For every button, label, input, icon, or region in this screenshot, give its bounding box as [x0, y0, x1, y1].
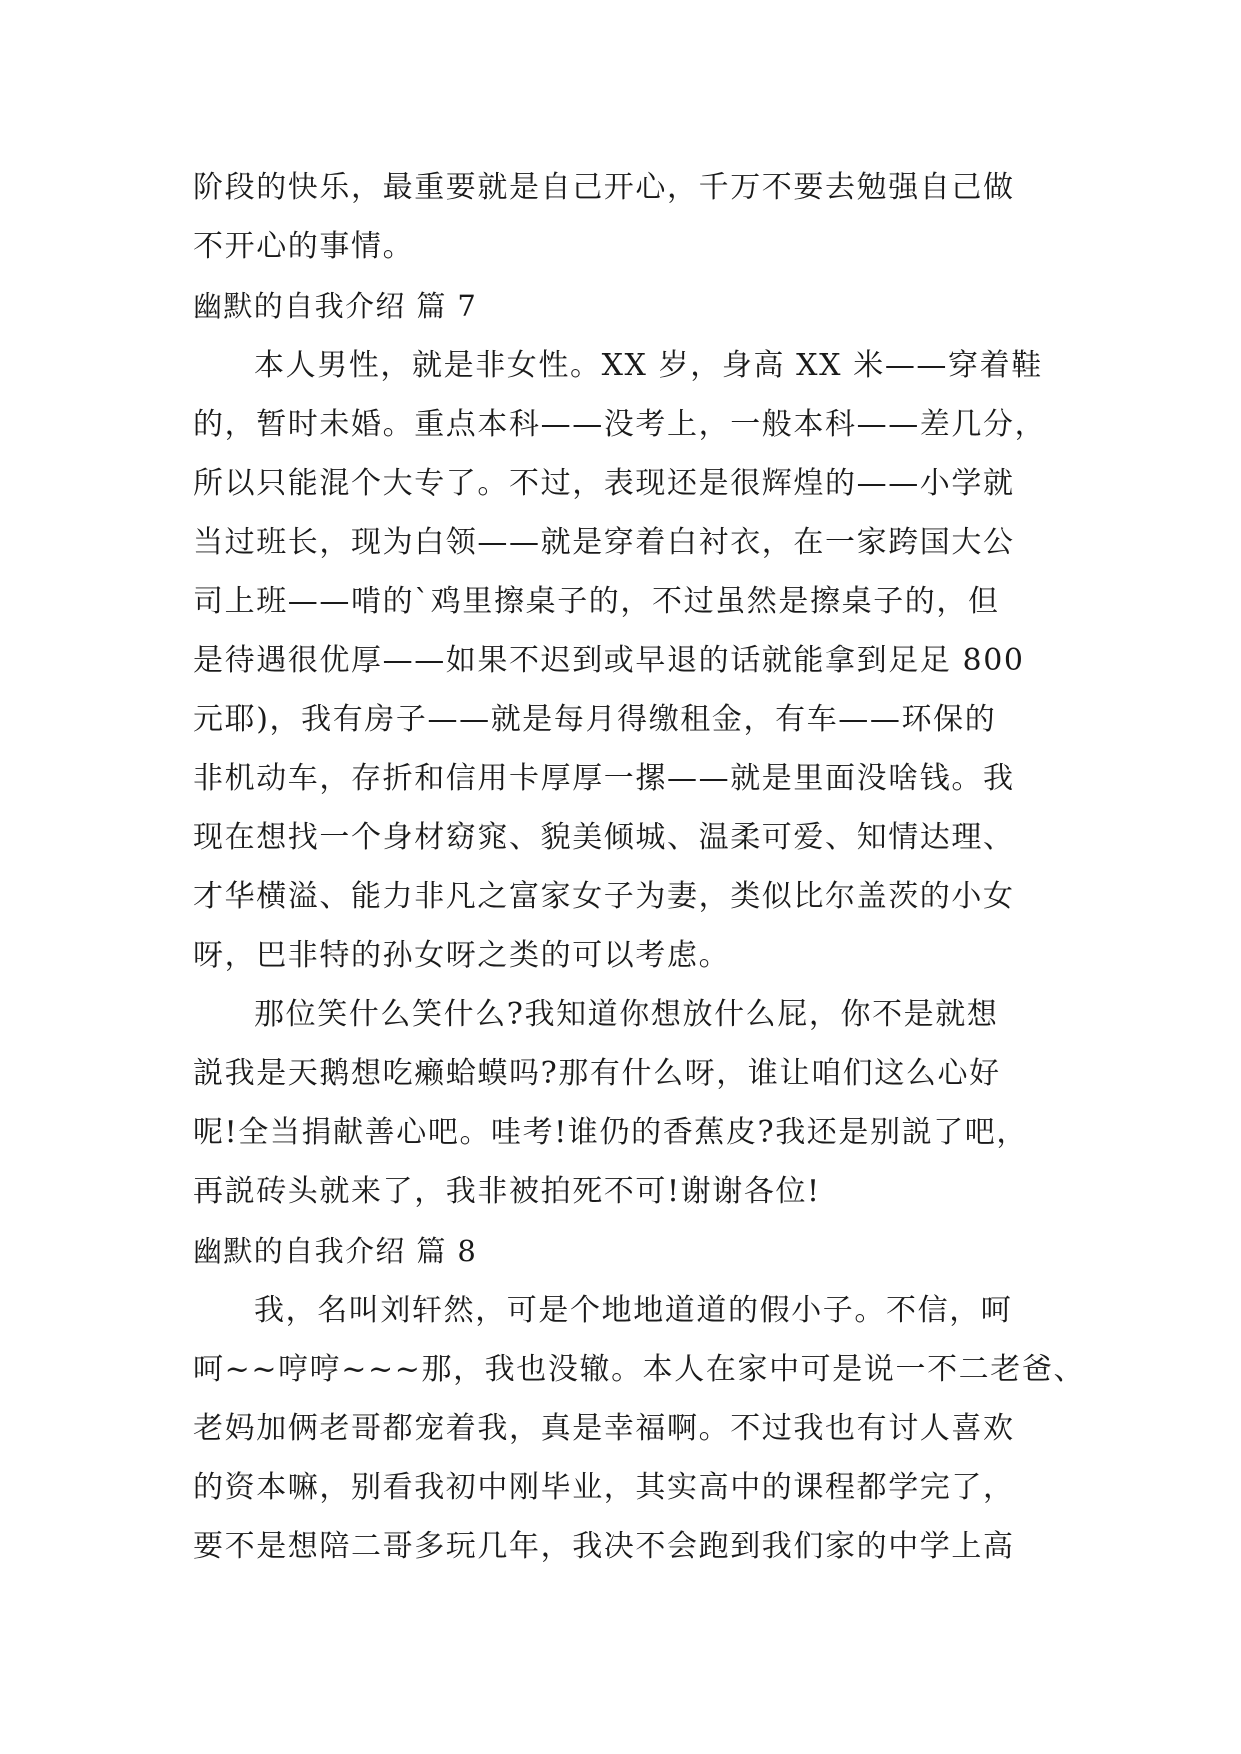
document-body [193, 158, 1086, 1576]
text-line: 现在想找一个身材窈窕、貌美倾城、温柔可爱、知情达理、 [193, 820, 1015, 855]
text-line: 非机动车，存折和信用卡厚厚一摞——就是里面没啥钱。我 [193, 761, 1015, 796]
text-line: 那位笑什么笑什么?我知道你想放什么屁，你不是就想 [254, 997, 999, 1032]
text-line: 呢!全当捐献善心吧。哇考!谁仍的香蕉皮?我还是别説了吧， [193, 1115, 1028, 1150]
text-line: 不开心的事情。 [193, 229, 415, 264]
text-line: 当过班长，现为白领——就是穿着白衬衣，在一家跨国大公 [193, 525, 1015, 560]
text-line: 才华横溢、能力非凡之富家女子为妻，类似比尔盖茨的小女 [193, 879, 1015, 914]
section-7-paragraph-1 [193, 336, 1065, 985]
text-line: 元耶)，我有房子——就是每月得缴租金，有车——环保的 [193, 702, 997, 737]
text-line: 的资本嘛，别看我初中刚毕业，其实高中的课程都学完了， [193, 1470, 1015, 1505]
text-line: 的，暂时未婚。重点本科——没考上，一般本科——差几分， [193, 407, 1047, 442]
text-line: 本人男性，就是非女性。XX 岁，身高 XX 米——穿着鞋 [254, 348, 1043, 383]
text-line: 説我是天鹅想吃癞蛤蟆吗?那有什么呀，谁让咱们这么心好 [193, 1056, 1001, 1091]
text-line: 呵~~哼哼~~~那，我也没辙。本人在家中可是说一不二老爸、 [193, 1352, 1086, 1387]
text-line: 所以只能混个大专了。不过，表现还是很辉煌的——小学就 [193, 466, 1015, 501]
section-7-paragraph-2 [193, 985, 1065, 1221]
section-heading-8: 幽默的自我介绍 篇 8 [193, 1234, 478, 1268]
section-heading-7: 幽默的自我介绍 篇 7 [193, 289, 478, 323]
section-8-paragraph-1 [193, 1281, 1086, 1576]
text-line: 要不是想陪二哥多玩几年，我决不会跑到我们家的中学上高 [193, 1529, 1015, 1564]
text-line: 阶段的快乐，最重要就是自己开心，千万不要去勉强自己做 [193, 170, 1015, 205]
text-line: 是待遇很优厚——如果不迟到或早退的话就能拿到足足 800 [193, 643, 1025, 678]
text-line: 老妈加俩老哥都宠着我，真是幸福啊。不过我也有讨人喜欢 [193, 1411, 1015, 1446]
text-line: 再説砖头就来了，我非被拍死不可!谢谢各位! [193, 1174, 821, 1209]
text-line: 司上班——啃的`鸡里擦桌子的，不过虽然是擦桌子的，但 [193, 584, 1000, 619]
text-line: 呀，巴非特的孙女呀之类的可以考虑。 [193, 938, 731, 973]
text-line: 我，名叫刘轩然，可是个地地道道的假小子。不信，呵 [254, 1293, 1013, 1328]
